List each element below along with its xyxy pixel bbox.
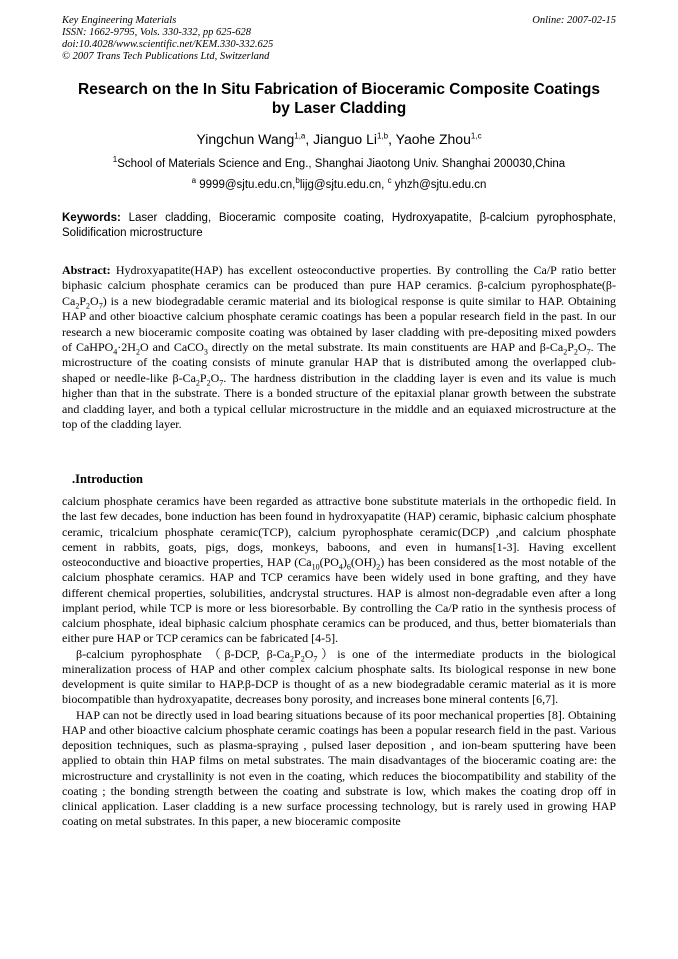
- affiliation-text: School of Materials Science and Eng., Shanghai Jiaotong Univ. Shanghai 200030,China: [117, 158, 566, 170]
- email-link[interactable]: 9999@sjtu.edu.cn,: [196, 179, 296, 191]
- abstract-text: O: [577, 340, 587, 355]
- running-header: [62, 15, 616, 63]
- affiliation: [62, 156, 616, 172]
- subscript: 2: [376, 562, 381, 572]
- introduction-body: [62, 494, 616, 830]
- subscript: 2: [563, 347, 568, 357]
- abstract-text: Hydroxyapatite(HAP) has excellent osteoconductive properties. By controlling the Ca/P ratio better biphasic calcium phosphate ceramics can be produced than pure HAP ceramics. β-calcium pyrophosphate(β-Ca: [62, 263, 616, 308]
- paragraph-text: ): [342, 555, 347, 569]
- subscript: 10: [311, 562, 320, 572]
- author-list: [62, 130, 616, 148]
- subscript: 2: [135, 347, 140, 357]
- abstract-text: . The microstructure of the coating consists of minute granular HAP that is distributed among the overlapped club-shaped or needle-like β-Ca: [62, 340, 616, 385]
- abstract-text: P: [79, 293, 87, 308]
- author-name: Yaohe Zhou: [395, 131, 471, 147]
- abstract-text: O and CaCO: [139, 340, 204, 355]
- journal-name: Key Engineering Materials: [62, 15, 177, 26]
- abstract: [62, 263, 616, 432]
- email-mark: c: [387, 176, 392, 186]
- abstract-label: Abstract:: [62, 263, 111, 277]
- email-link[interactable]: lijg@sjtu.edu.cn,: [299, 179, 388, 191]
- subscript: 2: [290, 653, 295, 663]
- subscript: 2: [206, 378, 211, 388]
- title-line-2: by Laser Cladding: [271, 100, 407, 117]
- subscript: 6: [346, 562, 351, 572]
- paragraph-text: P: [294, 646, 301, 661]
- paragraph-text: (OH): [350, 555, 377, 569]
- subscript: 7: [586, 347, 591, 357]
- author-name: Yingchun Wang: [196, 131, 295, 147]
- paragraph: [62, 494, 616, 647]
- subscript: 2: [300, 653, 305, 663]
- abstract-text: P: [567, 340, 574, 355]
- copyright-line: © 2007 Trans Tech Publications Ltd, Switzerland: [62, 51, 270, 62]
- subscript: 7: [313, 653, 318, 663]
- email-mark: a: [191, 176, 197, 186]
- paper-title: [62, 80, 616, 118]
- subscript: 7: [98, 301, 103, 311]
- subscript: 2: [86, 301, 91, 311]
- subscript: 2: [573, 347, 578, 357]
- paragraph-text: β-calcium pyrophosphate （β-DCP, β-Ca: [76, 646, 291, 661]
- abstract-text: ·2H: [117, 340, 136, 355]
- paragraph-text: (PO: [319, 555, 339, 569]
- paragraph-text: O: [304, 646, 314, 661]
- email-link[interactable]: yhzh@sjtu.edu.cn: [391, 179, 487, 191]
- title-line-1: Research on the In Situ Fabrication of Bioceramic Composite Coatings: [78, 81, 600, 98]
- paragraph-text: ）is one of the intermediate products in the biological mineralization process of HAP and other complex calcium phosphate salts. Its biological response in new bone development is quite similar to HAP.β-DCP is thought of as a new biodegradable ceramic material as it is more biocompatible than hydroxyapatite, decreases bony porosity, and increases bone mineral contents [6,7].: [62, 646, 616, 707]
- author-separator: ,: [305, 131, 314, 147]
- paragraph-text: ) has been considered as the most notable of the calcium phosphate ceramics. HAP and TCP ceramics have been widely used in bone grafting, and they have different chemical properties, solubilities, andcrystal structures. HAP is almost non-degradable even after a long implant period, while TCP is more or less bioresorbable. By controlling the Ca/P ratio in the synthesis process of calcium phosphate, ideal biphasic calcium phosphate ceramics can be produced, and thus, better biomaterials than either pure HAP or TCP ceramics can be fabricated [4-5].: [62, 555, 617, 646]
- keywords: [62, 211, 616, 241]
- abstract-text: directly on the metal substrate. Its main constituents are HAP and β-Ca: [207, 340, 564, 355]
- subscript: 4: [338, 562, 343, 572]
- paragraph: HAP can not be directly used in load bearing situations because of its poor mechanical properties [8]. Obtaining HAP and other bioactive calcium phosphate ceramic coatings has been a popular research field in the past. Various deposition techniques, such as plasma-spraying , pulsed laser deposition , and ion-beam sputtering have been applied to obtain thin HAP films on metal substrates. The main disadvantages of the bioceramic coating are: the microstructure and crystallinity is not even in the coating, which reduces the biocompatibility and stability of the coating ; the bonding strength between the coating and substrate is low, which makes the coating drop off in clinical application. Laser cladding is a new surface processing technology, but is rarely used in growing HAP coating on metal substrates. In this paper, a new bioceramic composite: [62, 707, 616, 829]
- subscript: 7: [219, 378, 224, 388]
- paragraph-text: calcium phosphate ceramics have been regarded as attractive bone substitute materials in the orthopedic field. In the last few decades, bone induction has been found in hydroxyapatite (HAP) ceramic, biphasic calcium phosphate ceramic, tricalcium phosphate ceramic(TCP), calcium pyrophosphate ceramic(DCP) ,and calcium phosphate cement in rabbits, goats, pigs, dogs, monkeys, baboons, and even in humans[1-3]. Having excellent osteoconductive and bioactive properties, HAP (Ca: [62, 494, 616, 569]
- section-heading-introduction: .Introduction: [72, 472, 143, 486]
- abstract-text: ) is a new biodegradable ceramic material and its biological response is quite similar to HAP. Obtaining HAP and other bioactive calcium phosphate ceramic coatings has been a popular research field in the past. In our research a new bioceramic composite coating was obtained by laser cladding with pre-depositing mixed powders of CaHPO: [62, 293, 616, 355]
- abstract-text: P: [199, 370, 207, 385]
- paragraph: [62, 647, 616, 708]
- keywords-label: Keywords:: [62, 212, 121, 224]
- keywords-text: Laser cladding, Bioceramic composite coating, Hydroxyapatite, β-calcium pyrophosphate, Solidification microstructure: [62, 212, 616, 239]
- abstract-text: O: [210, 370, 220, 385]
- subscript: 2: [195, 378, 200, 388]
- author-affiliation-mark: 1,a: [294, 131, 306, 141]
- author-name: Jianguo Li: [313, 131, 377, 147]
- affiliation-mark: 1: [112, 155, 118, 165]
- subscript: 4: [113, 347, 118, 357]
- issn-line: ISSN: 1662-9795, Vols. 330-332, pp 625-628: [62, 27, 251, 38]
- author-separator: ,: [388, 131, 396, 147]
- doi-line: doi:10.4028/www.scientific.net/KEM.330-332.625: [62, 39, 274, 50]
- abstract-text: . The hardness distribution in the cladding layer is even and its value is much higher than that in the substrate. There is a bonded structure of the epitaxial planar growth between the substrate and cladding layer, and both a typical cellular microstructure in the middle and an equiaxed microstructure at the top of the cladding layer.: [62, 370, 616, 432]
- email-line: [62, 177, 616, 193]
- subscript: 2: [75, 301, 80, 311]
- author-affiliation-mark: 1,b: [376, 131, 389, 141]
- email-mark: b: [295, 176, 300, 186]
- subscript: 3: [203, 347, 208, 357]
- online-date: Online: 2007-02-15: [532, 15, 616, 26]
- author-affiliation-mark: 1,c: [470, 131, 482, 141]
- abstract-text: O: [90, 293, 99, 308]
